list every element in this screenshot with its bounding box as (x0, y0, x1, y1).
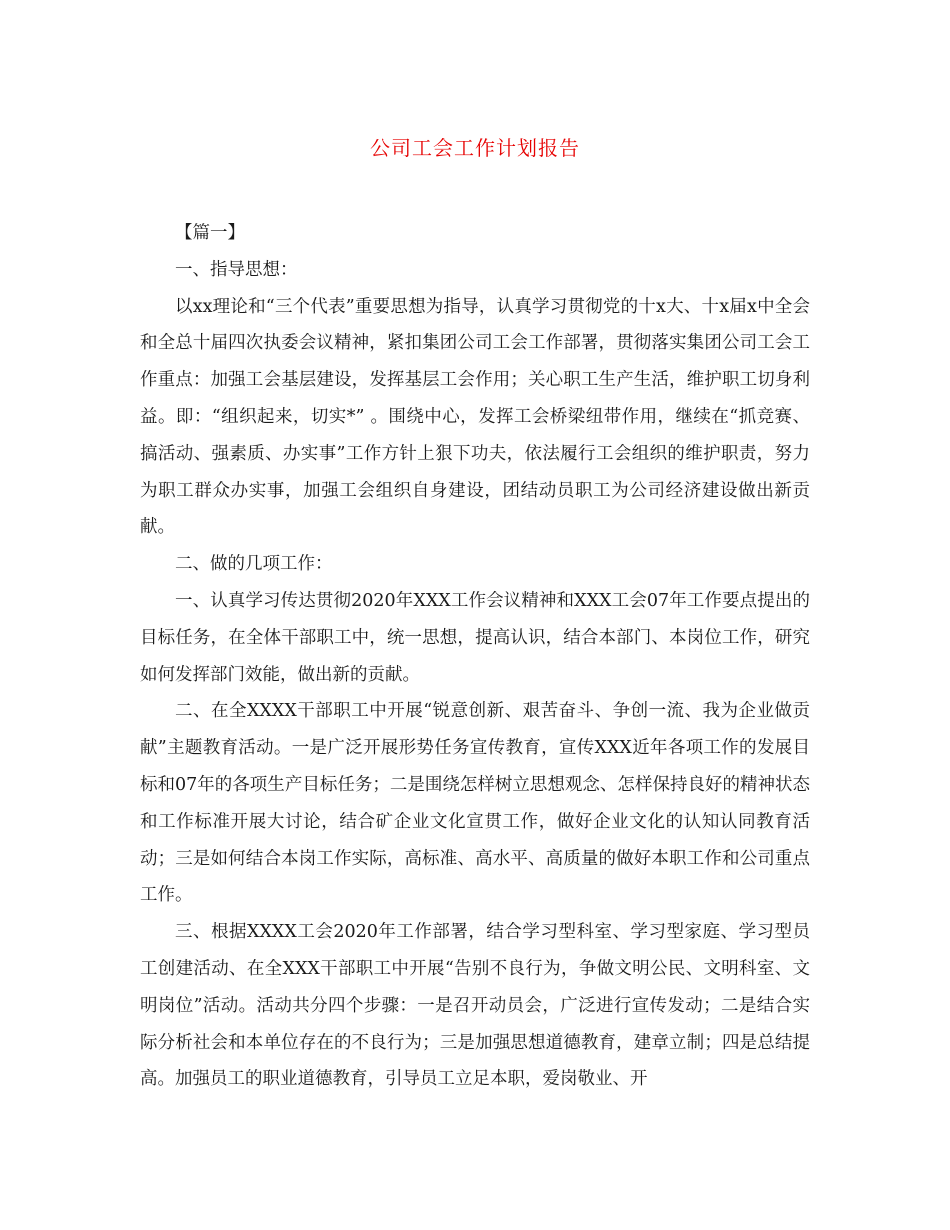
work-item-3: 三、根据XXXX工会2020年工作部署，结合学习型科室、学习型家庭、学习型员工创建活动、在全XXX干部职工中开展“告别不良行为，争做文明公民、文明科室、文明岗位”活动。活动共分四个步骤：一是召开动员会，广泛进行宣传发动；二是结合实际分析社会和本单位存在的不良行为；三是加强思想道德教育，建章立制；四是总结提高。加强员工的职业道德教育，引导员工立足本职，爱岗敬业、开 (140, 922, 810, 1090)
heading-guiding-ideology: 一、指导思想： (175, 259, 298, 280)
heading-work-items: 二、做的几项工作： (175, 554, 333, 575)
paragraph-guiding-ideology: 以xx理论和“三个代表”重要思想为指导，认真学习贯彻党的十x大、十x届x中全会和全总十届四次执委会议精神，紧扣集团公司工会工作部署，贯彻落实集团公司工会工作重点：加强工会基层建设，发挥基层工会作用；关心职工生产生活，维护职工切身利益。即：“组织起来，切实*” 。围绕中心，发挥工会桥梁纽带作用，继续在“抓竞赛、搞活动、强素质、办实事”工作方针上狠下功夫，依法履行工会组织的维护职责，努力为职工群众办实事，加强工会组织自身建设，团结动员职工为公司经济建设做出新贡献。 (140, 296, 810, 538)
work-item-2: 二、在全XXXX干部职工中开展“锐意创新、艰苦奋斗、争创一流、我为企业做贡献”主题教育活动。一是广泛开展形势任务宣传教育，宣传XXX近年各项工作的发展目标和07年的各项生产目标任务；二是围绕怎样树立思想观念、怎样保持良好的精神状态和工作标准开展大讨论，结合矿企业文化宣贯工作，做好企业文化的认知认同教育活动；三是如何结合本岗工作实际，高标准、高水平、高质量的做好本职工作和公司重点工作。 (140, 701, 810, 906)
work-item-1: 一、认真学习传达贯彻2020年XXX工作会议精神和XXX工会07年工作要点提出的目标任务，在全体干部职工中，统一思想，提高认识，结合本部门、本岗位工作，研究如何发挥部门效能，做出新的贡献。 (140, 590, 810, 685)
document-title: 公司工会工作计划报告 (370, 136, 580, 160)
section-label: 【篇一】 (175, 223, 245, 243)
document-body (140, 215, 810, 1098)
